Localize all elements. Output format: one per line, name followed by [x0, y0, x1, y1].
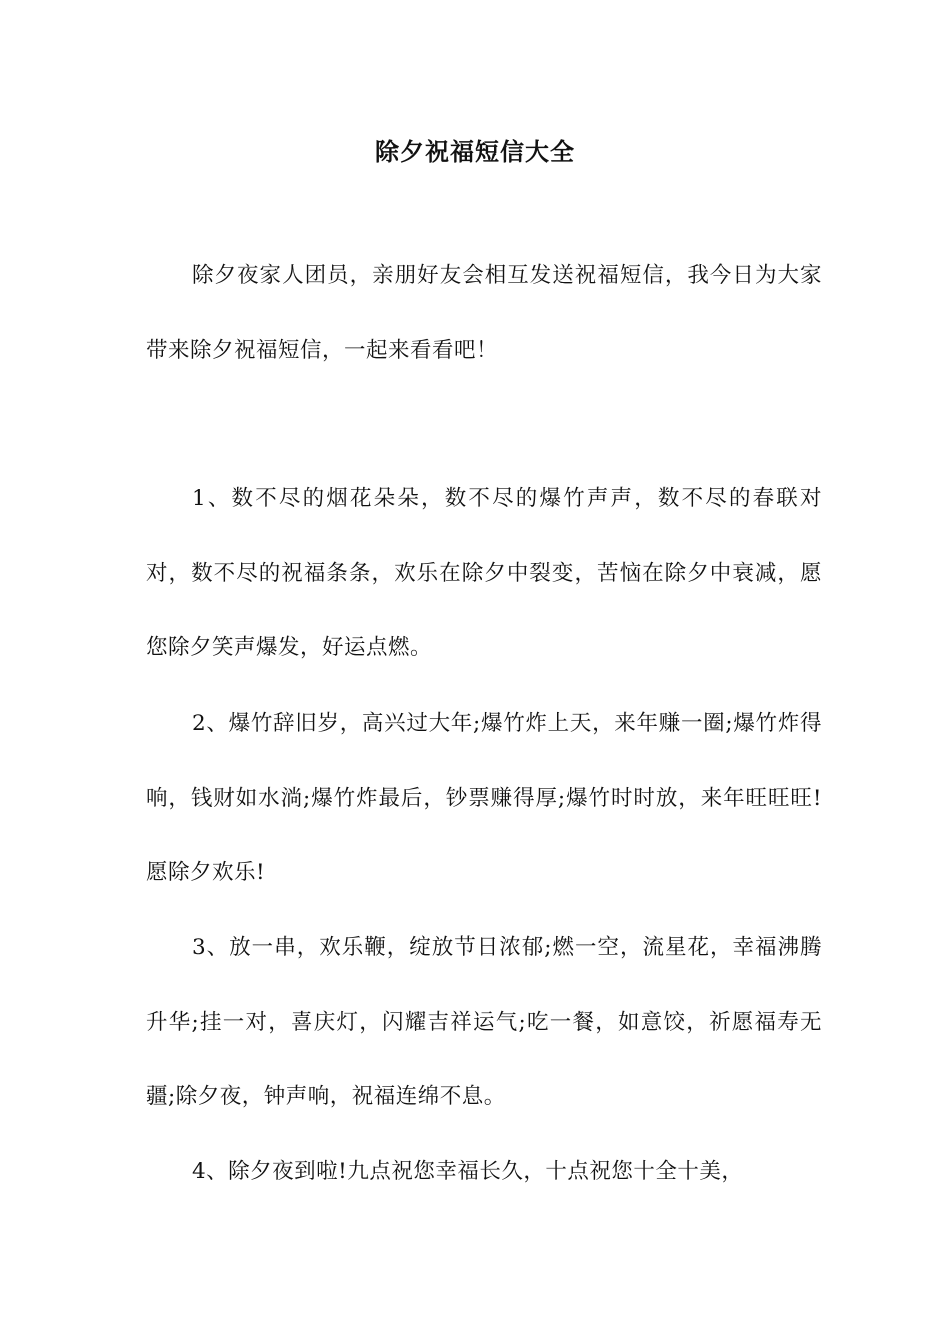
document-title: 除夕祝福短信大全	[375, 137, 575, 166]
greeting-paragraph-1: 1、数不尽的烟花朵朵，数不尽的爆竹声声，数不尽的春联对对，数不尽的祝福条条，欢乐在除夕中裂变，苦恼在除夕中衰减，愿您除夕笑声爆发，好运点燃。	[146, 486, 822, 660]
greeting-paragraph-3: 3、放一串，欢乐鞭，绽放节日浓郁;燃一空，流星花，幸福沸腾升华;挂一对，喜庆灯，闪耀吉祥运气;吃一餐，如意饺，祈愿福寿无疆;除夕夜，钟声响，祝福连绵不息。	[146, 935, 822, 1109]
intro-paragraph: 除夕夜家人团员，亲朋好友会相互发送祝福短信，我今日为大家带来除夕祝福短信，一起来看看吧！	[146, 263, 822, 363]
greeting-paragraph-4: 4、除夕夜到啦!九点祝您幸福长久，十点祝您十全十美，	[192, 1159, 744, 1184]
greeting-paragraph-2: 2、爆竹辞旧岁，高兴过大年;爆竹炸上天，来年赚一圈;爆竹炸得响，钱财如水淌;爆竹炸最后，钞票赚得厚;爆竹时时放，来年旺旺旺!愿除夕欢乐!	[146, 711, 822, 885]
